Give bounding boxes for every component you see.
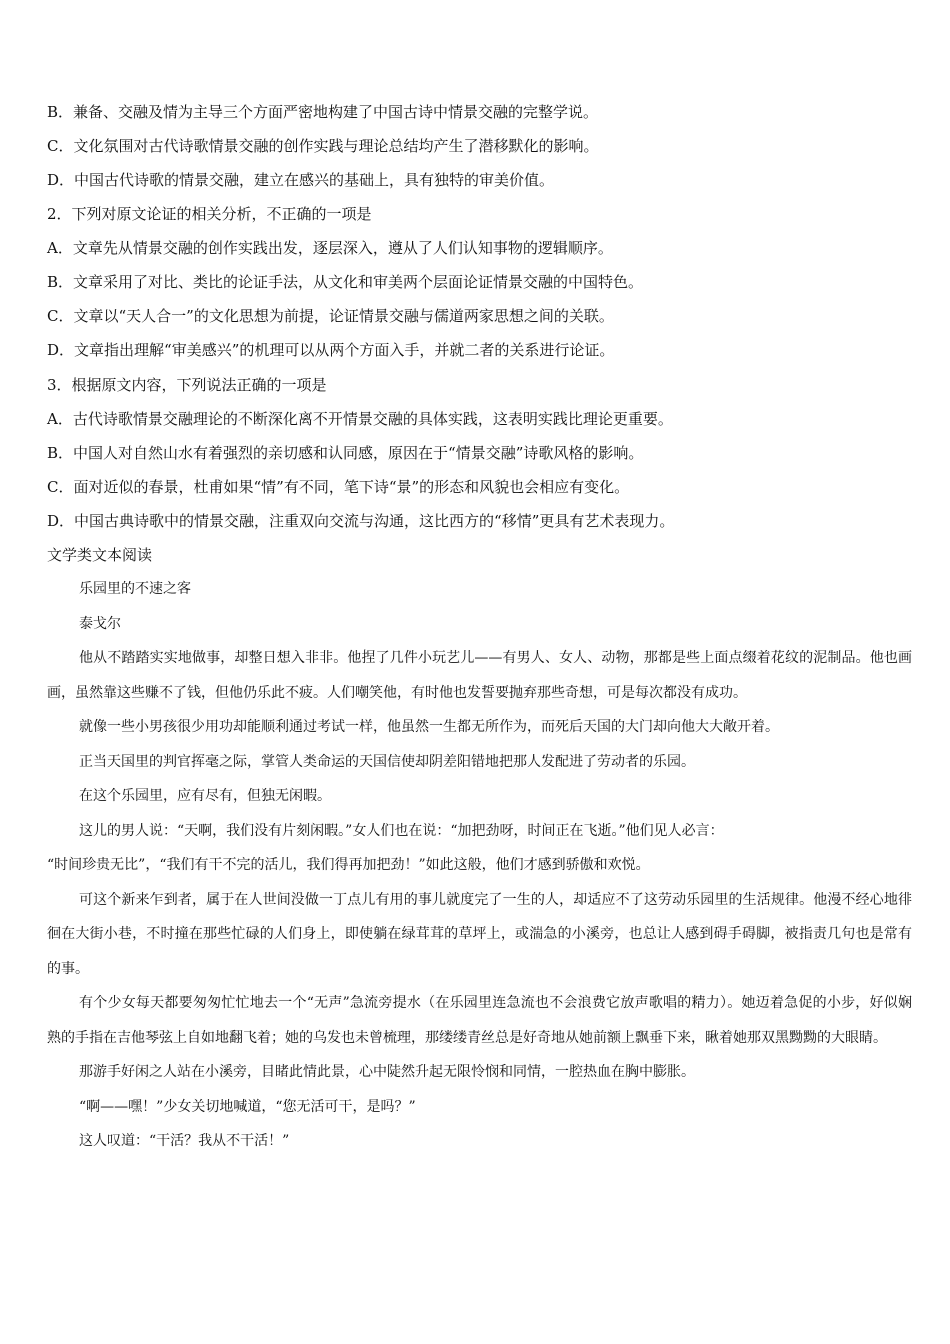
story-paragraph: 这儿的男人说：“天啊，我们没有片刻闲暇。”女人们也在说：“加把劲呀，时间正在飞逝。”他们见人必言： — [79, 822, 724, 839]
story-body — [47, 572, 912, 1159]
story-paragraph: 这人叹道：“干活？我从不干活！” — [79, 1133, 290, 1149]
q2-stem: 2．下列对原文论证的相关分析，不正确的一项是 — [47, 205, 372, 223]
story-paragraph: 有个少女每天都要匆匆忙忙地去一个“无声”急流旁提水（在乐园里连急流也不会浪费它放声歌唱的精力）。她迈着急促的小步，好似娴熟的手指在吉他琴弦上自如地翻飞着；她的乌发也未曾梳理，那缕缕青丝总是好奇地从她前额上飘垂下来，瞅着她那双黑黝黝的大眼睛。 — [47, 995, 912, 1046]
story-paragraph: “啊——嘿！”少女关切地喊道，“您无活可干，是吗？” — [79, 1098, 416, 1115]
story-paragraph-continued: “时间珍贵无比”，“我们有干不完的活儿，我们得再加把劲！”如此这般，他们才感到骄傲和欢悦。 — [47, 857, 650, 873]
story-paragraph: 他从不踏踏实实地做事，却整日想入非非。他捏了几件小玩艺儿——有男人、女人、动物，那都是些上面点缀着花纹的泥制品。他也画画，虽然靠这些赚不了钱，但他仍乐此不疲。人们嘲笑他，有时他也发誓要抛弃那些奇想，可是每次都没有成功。 — [47, 650, 912, 701]
q2-option-d: D．文章指出理解“审美感兴”的机理可以从两个方面入手，并就二者的关系进行论证。 — [47, 341, 615, 359]
q3-stem: 3．根据原文内容，下列说法正确的一项是 — [47, 376, 327, 394]
story-paragraph: 那游手好闲之人站在小溪旁，目睹此情此景，心中陡然升起无限怜悯和同情，一腔热血在胸中膨胀。 — [79, 1064, 695, 1080]
q1-option-d: D．中国古代诗歌的情景交融，建立在感兴的基础上，具有独特的审美价值。 — [47, 171, 555, 189]
story-paragraph: 就像一些小男孩很少用功却能顺利通过考试一样，他虽然一生都无所作为，而死后天国的大门却向他大大敞开着。 — [79, 719, 779, 735]
q1-option-c: C．文化氛围对古代诗歌情景交融的创作实践与理论总结均产生了潜移默化的影响。 — [47, 137, 599, 155]
story-paragraph: 可这个新来乍到者，属于在人世间没做一丁点儿有用的事儿就度完了一生的人，却适应不了这劳动乐园里的生活规律。他漫不经心地徘徊在大街小巷，不时撞在那些忙碌的人们身上，即使躺在绿茸茸的草坪上，或湍急的小溪旁，也总让人感到碍手碍脚，被指责几句也是常有的事。 — [47, 891, 912, 977]
q3-option-b: B．中国人对自然山水有着强烈的亲切感和认同感，原因在于“情景交融”诗歌风格的影响。 — [47, 444, 644, 462]
story-paragraph: 正当天国里的判官挥毫之际，掌管人类命运的天国信使却阴差阳错地把那人发配进了劳动者的乐园。 — [79, 753, 695, 770]
q1-option-b: B．兼备、交融及情为主导三个方面严密地构建了中国古诗中情景交融的完整学说。 — [47, 103, 599, 121]
q2-option-b: B．文章采用了对比、类比的论证手法，从文化和审美两个层面论证情景交融的中国特色。 — [47, 273, 644, 291]
q2-option-a: A．文章先从情景交融的创作实践出发，逐层深入，遵从了人们认知事物的逻辑顺序。 — [47, 239, 613, 257]
q3-option-d: D．中国古典诗歌中的情景交融，注重双向交流与沟通，这比西方的“移情”更具有艺术表现力。 — [47, 512, 675, 530]
story-paragraph: 在这个乐园里，应有尽有，但独无闲暇。 — [79, 788, 331, 804]
q3-option-c: C．面对近似的春景，杜甫如果“情”有不同，笔下诗“景”的形态和风貌也会相应有变化。 — [47, 478, 630, 496]
q2-option-c: C．文章以“天人合一”的文化思想为前提，论证情景交融与儒道两家思想之间的关联。 — [47, 307, 614, 325]
story-title: 乐园里的不速之客 — [79, 581, 191, 597]
q3-option-a: A．古代诗歌情景交融理论的不断深化离不开情景交融的具体实践，这表明实践比理论更重要。 — [47, 410, 673, 428]
section-heading: 文学类文本阅读 — [47, 546, 153, 564]
story-author: 泰戈尔 — [79, 615, 121, 632]
